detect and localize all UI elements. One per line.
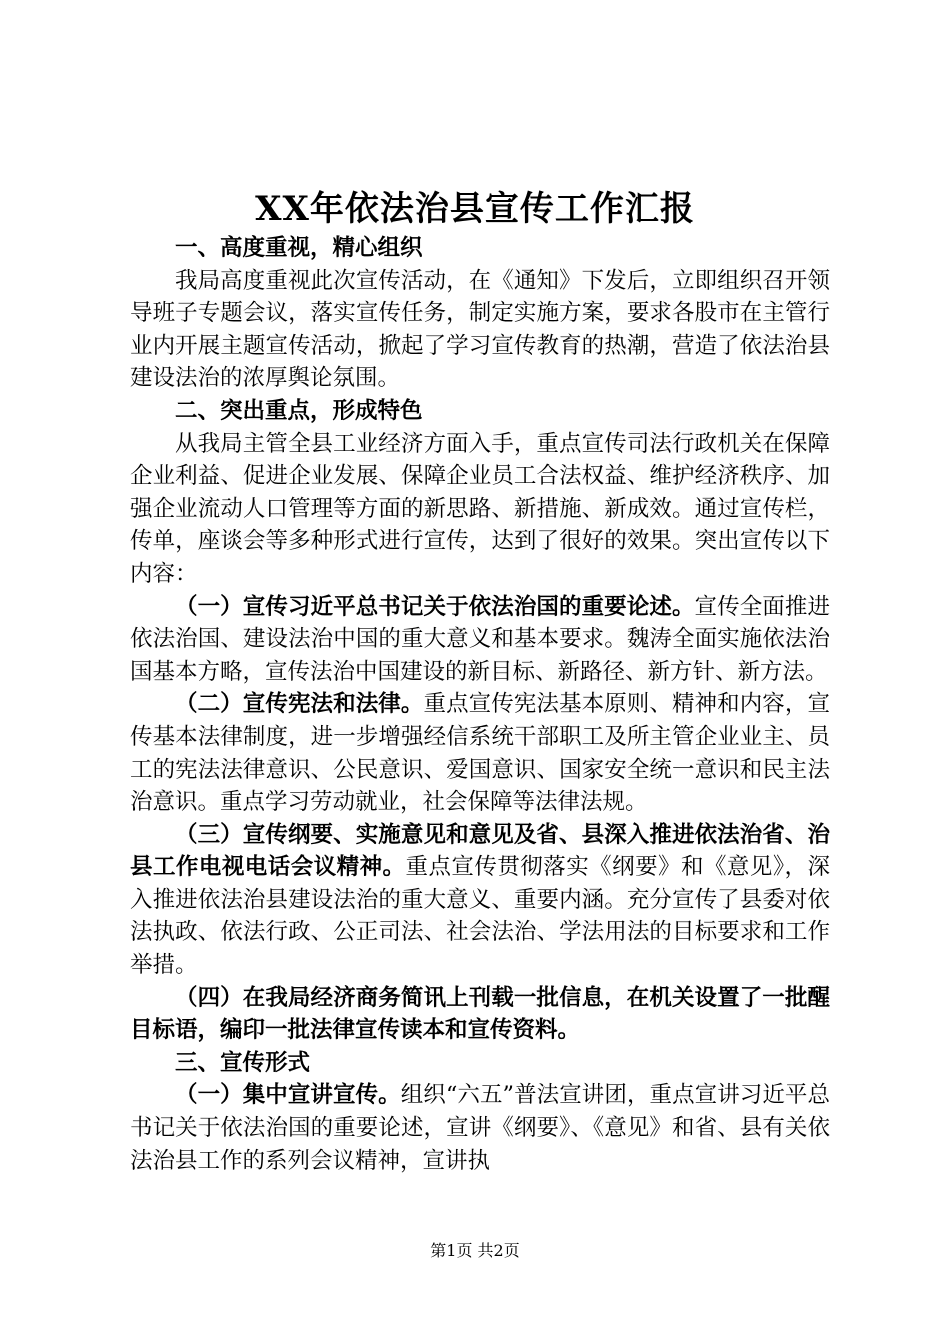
section-heading-1: 一、高度重视，精心组织: [175, 235, 423, 261]
list-item-publicity-3: [130, 819, 830, 982]
list-item-text: 重点宣传贯彻落实《纲要》和《意见》，深入推进依法治县建设法治的重大意义、重要内涵。充分宣传了县委对依法执政、依法行政、公正司法、社会法治、学法用法的目标要求和工作举措。: [130, 854, 830, 979]
list-item-lead: （一）宣传习近平总书记关于依法治国的重要论述。: [175, 593, 695, 620]
list-item-text: 宣传全面推进依法治国、建设法治中国的重大意义和基本要求。魏涛全面实施依法治国基本方略，宣传法治中国建设的新目标、新路径、新方针、新方法。: [130, 593, 830, 685]
list-item-publicity-1: [130, 591, 830, 689]
section-heading-2: 二、突出重点，形成特色: [175, 397, 423, 424]
list-item-lead: （一）集中宣讲宣传。: [175, 1082, 401, 1109]
document-title: XX年依法治县宣传工作汇报: [255, 189, 695, 229]
list-item-text: 重点宣传宪法基本原则、精神和内容，宣传基本法律制度，进一步增强经信系统干部职工及所主管企业业主、员工的宪法法律意识、公民意识、爱国意识、国家安全统一意识和民主法治意识。重点学习劳动就业，社会保障等法律法规。: [130, 691, 830, 816]
section-paragraph-2: 从我局主管全县工业经济方面入手，重点宣传司法行政机关在保障企业利益、促进企业发展、保障企业员工合法权益、维护经济秩序、加强企业流动人口管理等方面的新思路、新措施、新成效。通过宣传栏，传单，座谈会等多种形式进行宣传，达到了很好的效果。突出宣传以下内容：: [130, 430, 830, 587]
list-item-publicity-4: （四）在我局经济商务简讯上刊载一批信息，在机关设置了一批醒目标语，编印一批法律宣传读本和宣传资料。: [130, 984, 830, 1044]
list-item-form-1: [130, 1079, 830, 1177]
list-item-lead: （三）宣传纲要、实施意见和意见及省、县深入推进依法治省、治县工作电视电话会议精神。: [130, 821, 830, 881]
section-paragraph-1: 我局高度重视此次宣传活动，在《通知》下发后，立即组织召开领导班子专题会议，落实宣传任务，制定实施方案，要求各股市在主管行业内开展主题宣传活动，掀起了学习宣传教育的热潮，营造了依法治县建设法治的浓厚舆论氛围。: [130, 267, 830, 392]
page-number-footer: 第1页 共2页: [430, 1241, 520, 1260]
list-item-publicity-2: [130, 688, 830, 818]
list-item-text: 组织“六五”普法宣讲团，重点宣讲习近平总书记关于依法治国的重要论述，宣讲《纲要》、《意见》和省、县有关依法治县工作的系列会议精神，宣讲执: [130, 1082, 830, 1174]
list-item-lead: （二）宣传宪法和法律。: [175, 691, 424, 718]
section-heading-3: 三、宣传形式: [175, 1049, 311, 1076]
document-body: [130, 232, 830, 1177]
